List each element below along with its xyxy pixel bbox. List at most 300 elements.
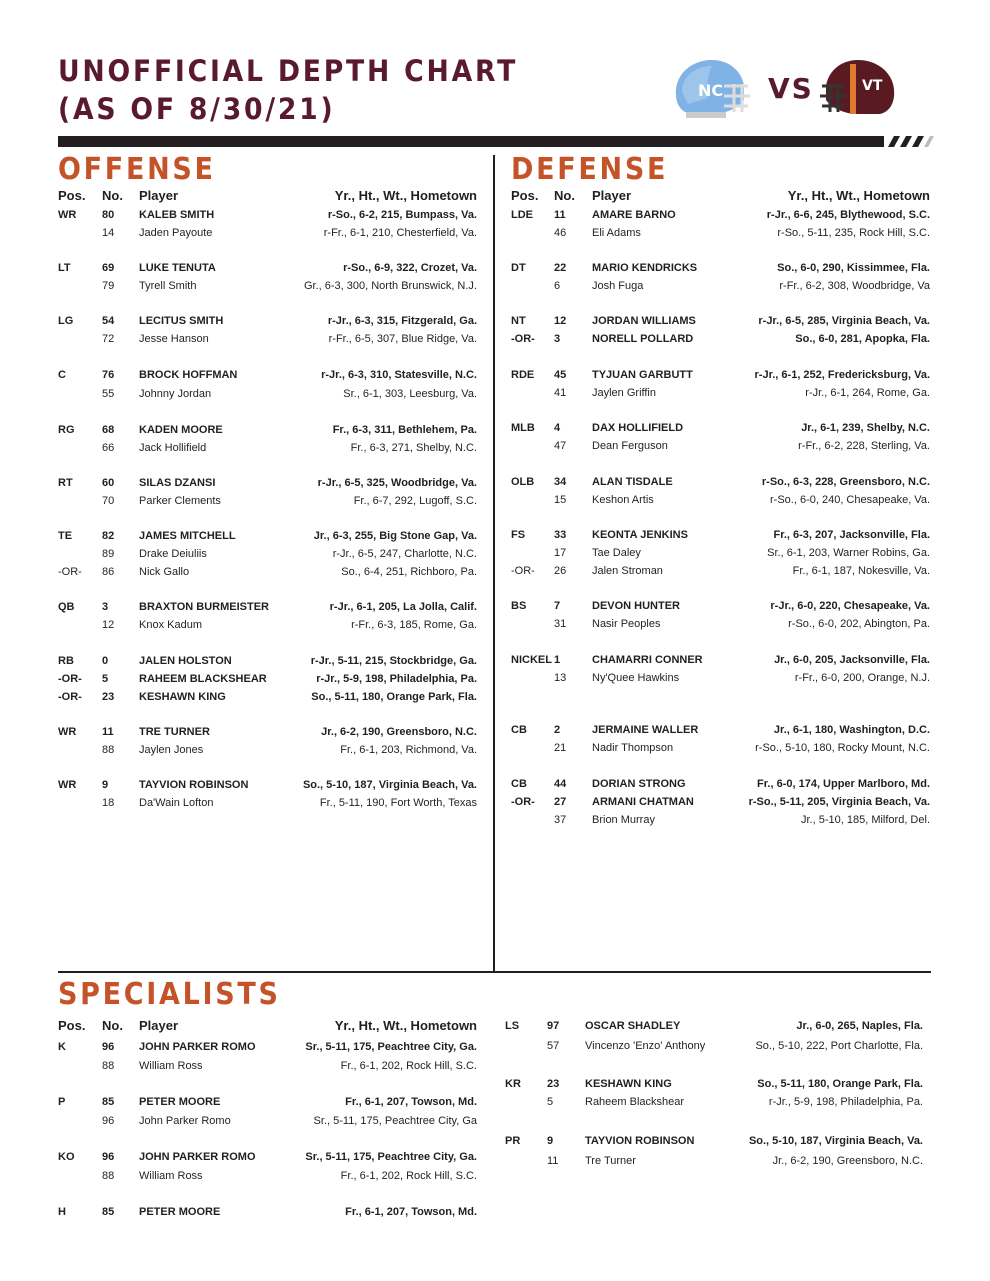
table-row xyxy=(511,597,930,615)
specialists-title: SPECIALISTS xyxy=(58,977,281,1012)
row-player-name: JALEN HOLSTON xyxy=(139,655,232,667)
table-row xyxy=(511,206,930,224)
row-player-info: So., 5-10, 187, Virginia Beach, Va. xyxy=(302,779,477,791)
row-position: FS xyxy=(511,529,526,541)
row-position: RDE xyxy=(511,369,535,381)
table-row xyxy=(505,1152,923,1170)
row-number: 21 xyxy=(554,742,567,754)
row-number: 66 xyxy=(102,442,115,454)
row-player-info: r-So., 6-0, 240, Chesapeake, Va. xyxy=(770,494,930,506)
row-position: KR xyxy=(505,1078,521,1090)
row-position: CB xyxy=(511,778,527,790)
row-position: NICKEL xyxy=(511,654,552,666)
table-row xyxy=(58,421,477,439)
row-player-info: Sr., 6-1, 303, Leesburg, Va. xyxy=(343,388,477,400)
row-player-name: RAHEEM BLACKSHEAR xyxy=(139,673,267,685)
row-player-info: r-Fr., 6-2, 228, Sterling, Va. xyxy=(798,440,930,452)
row-number: 89 xyxy=(102,548,115,560)
table-row xyxy=(511,491,930,509)
row-player-info: Fr., 6-0, 174, Upper Marlboro, Md. xyxy=(757,778,930,790)
row-number: 88 xyxy=(102,1170,115,1182)
row-position: -OR- xyxy=(511,796,535,808)
table-row xyxy=(511,259,930,277)
row-player-name: LUKE TENUTA xyxy=(139,262,216,274)
row-player-name: Eli Adams xyxy=(592,227,641,239)
vt-helmet-icon xyxy=(820,56,902,122)
table-row xyxy=(505,1075,923,1093)
table-row xyxy=(58,616,477,634)
row-player-info: Fr., 6-1, 207, Towson, Md. xyxy=(345,1206,477,1218)
row-player-name: Raheem Blackshear xyxy=(585,1096,685,1108)
header-pos: Pos. xyxy=(58,1018,86,1033)
header-info: Yr., Ht., Wt., Hometown xyxy=(334,1018,477,1033)
row-number: 3 xyxy=(102,601,109,613)
table-row xyxy=(505,1037,923,1055)
row-number: 13 xyxy=(554,672,567,684)
row-number: 6 xyxy=(554,280,561,292)
row-player-name: DEVON HUNTER xyxy=(592,600,681,612)
row-player-name: Tre Turner xyxy=(585,1155,636,1167)
row-position: LS xyxy=(505,1020,520,1032)
row-player-info: Jr., 6-2, 190, Greensboro, N.C. xyxy=(772,1155,923,1167)
row-player-info: r-Jr., 6-6, 245, Blythewood, S.C. xyxy=(766,209,930,221)
row-player-name: JOHN PARKER ROMO xyxy=(139,1151,256,1163)
row-player-info: r-Fr., 6-1, 210, Chesterfield, Va. xyxy=(323,227,477,239)
table-header xyxy=(511,187,930,205)
row-player-name: Knox Kadum xyxy=(139,619,202,631)
row-position: WR xyxy=(58,726,77,738)
row-number: 45 xyxy=(554,369,567,381)
table-header xyxy=(58,187,477,205)
row-player-name: Dean Ferguson xyxy=(592,440,668,452)
row-position: -OR- xyxy=(511,565,535,577)
row-player-info: Jr., 6-1, 180, Washington, D.C. xyxy=(773,724,930,736)
row-player-name: AMARE BARNO xyxy=(592,209,676,221)
row-player-name: JORDAN WILLIAMS xyxy=(592,315,696,327)
table-row xyxy=(58,492,477,510)
row-player-info: r-Jr., 5-9, 198, Philadelphia, Pa. xyxy=(768,1096,923,1108)
row-player-info: Gr., 6-3, 300, North Brunswick, N.J. xyxy=(303,280,477,292)
header-info: Yr., Ht., Wt., Hometown xyxy=(787,188,930,203)
header-stripes xyxy=(884,136,934,147)
row-player-name: BROCK HOFFMAN xyxy=(139,369,238,381)
table-row xyxy=(58,723,477,741)
row-number: 15 xyxy=(554,494,567,506)
section-divider xyxy=(58,971,931,973)
row-number: 23 xyxy=(102,691,115,703)
page-title xyxy=(58,52,518,128)
row-player-info: Fr., 6-1, 187, Nokesville, Va. xyxy=(792,565,930,577)
row-player-name: Jaden Payoute xyxy=(139,227,213,239)
row-position: RT xyxy=(58,477,73,489)
versus-label: VS xyxy=(768,72,814,105)
row-number: 18 xyxy=(102,797,115,809)
row-player-info: Fr., 5-11, 190, Fort Worth, Texas xyxy=(319,797,477,809)
row-player-name: Da'Wain Lofton xyxy=(139,797,214,809)
row-number: 37 xyxy=(554,814,567,826)
row-player-info: So., 6-4, 251, Richboro, Pa. xyxy=(341,566,477,578)
row-player-info: r-Jr., 6-0, 220, Chesapeake, Va. xyxy=(770,600,930,612)
row-number: 17 xyxy=(554,547,567,559)
header-no: No. xyxy=(554,188,575,203)
row-player-name: PETER MOORE xyxy=(139,1096,221,1108)
row-position: TE xyxy=(58,530,73,542)
table-row xyxy=(58,527,477,545)
row-player-name: John Parker Romo xyxy=(139,1115,231,1127)
row-player-name: ALAN TISDALE xyxy=(592,476,673,488)
header-player: Player xyxy=(592,188,632,203)
row-player-name: DORIAN STRONG xyxy=(592,778,686,790)
row-player-info: Jr., 6-0, 205, Jacksonville, Fla. xyxy=(774,654,930,666)
header-no: No. xyxy=(102,188,123,203)
row-player-info: r-So., 6-9, 322, Crozet, Va. xyxy=(343,262,477,274)
row-player-name: Tyrell Smith xyxy=(139,280,197,292)
row-player-name: TAYVION ROBINSON xyxy=(585,1135,695,1147)
table-row xyxy=(58,1167,477,1185)
table-row xyxy=(511,544,930,562)
row-player-name: KADEN MOORE xyxy=(139,424,223,436)
row-position: OLB xyxy=(511,476,535,488)
row-player-info: r-Jr., 6-5, 325, Woodbridge, Va. xyxy=(317,477,477,489)
row-player-info: Fr., 6-3, 271, Shelby, N.C. xyxy=(350,442,477,454)
row-player-name: William Ross xyxy=(139,1060,203,1072)
table-row xyxy=(58,741,477,759)
row-position: PR xyxy=(505,1135,521,1147)
row-number: 47 xyxy=(554,440,567,452)
svg-text:VT: VT xyxy=(862,78,883,94)
offense-title: OFFENSE xyxy=(58,152,216,187)
table-row xyxy=(511,669,930,687)
row-number: 97 xyxy=(547,1020,560,1032)
row-player-name: TRE TURNER xyxy=(139,726,210,738)
table-row xyxy=(511,366,930,384)
row-player-info: r-Fr., 6-2, 308, Woodbridge, Va xyxy=(779,280,930,292)
row-number: 70 xyxy=(102,495,115,507)
title-line-2: (AS OF 8/30/21) xyxy=(58,92,336,126)
row-position: -OR- xyxy=(58,673,82,685)
row-player-name: LECITUS SMITH xyxy=(139,315,224,327)
table-row xyxy=(58,688,477,706)
row-player-name: Nasir Peoples xyxy=(592,618,661,630)
row-player-info: r-So., 5-11, 205, Virginia Beach, Va. xyxy=(748,796,930,808)
row-position: H xyxy=(58,1206,66,1218)
row-position: LDE xyxy=(511,209,533,221)
row-player-name: Brion Murray xyxy=(592,814,655,826)
row-number: 85 xyxy=(102,1206,115,1218)
row-position: RB xyxy=(58,655,74,667)
row-position: CB xyxy=(511,724,527,736)
row-number: 46 xyxy=(554,227,567,239)
row-number: 5 xyxy=(547,1096,554,1108)
svg-text:NC: NC xyxy=(698,81,724,100)
table-row xyxy=(58,794,477,812)
table-row xyxy=(58,776,477,794)
row-player-info: Jr., 6-1, 239, Shelby, N.C. xyxy=(801,422,930,434)
row-number: 12 xyxy=(554,315,567,327)
row-player-name: Nick Gallo xyxy=(139,566,190,578)
row-player-info: Sr., 5-11, 175, Peachtree City, Ga. xyxy=(305,1041,477,1053)
row-number: 9 xyxy=(102,779,109,791)
row-player-name: Vincenzo 'Enzo' Anthony xyxy=(585,1040,706,1052)
row-player-info: Jr., 5-10, 185, Milford, Del. xyxy=(801,814,930,826)
table-row xyxy=(58,1093,477,1111)
row-player-info: So., 6-0, 290, Kissimmee, Fla. xyxy=(777,262,930,274)
row-number: 88 xyxy=(102,744,115,756)
unc-helmet-icon xyxy=(668,56,750,122)
row-player-info: Sr., 6-1, 203, Warner Robins, Ga. xyxy=(767,547,930,559)
table-row xyxy=(505,1132,923,1150)
defense-title: DEFENSE xyxy=(511,152,669,187)
row-player-info: r-Fr., 6-3, 185, Rome, Ga. xyxy=(351,619,477,631)
row-number: 57 xyxy=(547,1040,560,1052)
table-row xyxy=(511,526,930,544)
row-player-name: Nadir Thompson xyxy=(592,742,674,754)
row-player-name: BRAXTON BURMEISTER xyxy=(139,601,269,613)
row-player-name: William Ross xyxy=(139,1170,203,1182)
row-player-name: Jesse Hanson xyxy=(139,333,209,345)
table-row xyxy=(58,652,477,670)
table-row xyxy=(505,1017,923,1035)
table-row xyxy=(511,384,930,402)
row-player-info: Jr., 6-3, 255, Big Stone Gap, Va. xyxy=(313,530,477,542)
row-position: RG xyxy=(58,424,75,436)
table-row xyxy=(58,563,477,581)
row-player-info: r-So., 5-11, 235, Rock Hill, S.C. xyxy=(777,227,930,239)
row-player-name: Keshon Artis xyxy=(592,494,654,506)
row-player-name: Josh Fuga xyxy=(592,280,644,292)
row-position: K xyxy=(58,1041,66,1053)
row-player-info: Fr., 6-1, 202, Rock Hill, S.C. xyxy=(340,1060,477,1072)
row-position: -OR- xyxy=(58,566,82,578)
row-number: 96 xyxy=(102,1151,115,1163)
row-position: LT xyxy=(58,262,71,274)
row-player-info: r-Jr., 6-3, 315, Fitzgerald, Ga. xyxy=(327,315,477,327)
row-player-info: So., 5-11, 180, Orange Park, Fla. xyxy=(757,1078,923,1090)
row-number: 2 xyxy=(554,724,561,736)
row-player-info: r-Fr., 6-0, 200, Orange, N.J. xyxy=(794,672,930,684)
row-player-name: Jaylen Jones xyxy=(139,744,204,756)
row-player-info: Jr., 6-2, 190, Greensboro, N.C. xyxy=(321,726,477,738)
row-player-name: Parker Clements xyxy=(139,495,221,507)
row-player-name: KEONTA JENKINS xyxy=(592,529,688,541)
row-number: 88 xyxy=(102,1060,115,1072)
row-player-info: r-Jr., 6-1, 264, Rome, Ga. xyxy=(805,387,930,399)
header-pos: Pos. xyxy=(511,188,539,203)
table-header xyxy=(58,1017,477,1035)
row-player-info: Fr., 6-1, 203, Richmond, Va. xyxy=(340,744,477,756)
row-player-info: r-So., 6-2, 215, Bumpass, Va. xyxy=(327,209,477,221)
row-number: 96 xyxy=(102,1041,115,1053)
header-rule xyxy=(58,136,884,147)
table-row xyxy=(58,598,477,616)
row-number: 82 xyxy=(102,530,115,542)
row-player-name: SILAS DZANSI xyxy=(139,477,216,489)
row-number: 11 xyxy=(547,1155,559,1167)
row-player-name: KESHAWN KING xyxy=(585,1078,672,1090)
table-row xyxy=(58,670,477,688)
row-number: 23 xyxy=(547,1078,560,1090)
header-pos: Pos. xyxy=(58,188,86,203)
row-number: 60 xyxy=(102,477,115,489)
row-position: QB xyxy=(58,601,75,613)
row-position: KO xyxy=(58,1151,75,1163)
row-player-name: OSCAR SHADLEY xyxy=(585,1020,681,1032)
row-number: 85 xyxy=(102,1096,115,1108)
row-number: 3 xyxy=(554,333,561,345)
row-number: 54 xyxy=(102,315,115,327)
row-number: 55 xyxy=(102,388,115,400)
row-number: 11 xyxy=(102,726,114,738)
row-player-name: Johnny Jordan xyxy=(139,388,212,400)
row-player-info: r-Jr., 6-3, 310, Statesville, N.C. xyxy=(321,369,477,381)
row-player-name: Ny'Quee Hawkins xyxy=(592,672,680,684)
row-player-name: Drake Deiuliis xyxy=(139,548,207,560)
row-player-name: JAMES MITCHELL xyxy=(139,530,236,542)
row-position: P xyxy=(58,1096,66,1108)
row-position: -OR- xyxy=(511,333,535,345)
row-player-name: JERMAINE WALLER xyxy=(592,724,699,736)
table-row xyxy=(511,419,930,437)
table-row xyxy=(58,1148,477,1166)
header-player: Player xyxy=(139,1018,179,1033)
header-info: Yr., Ht., Wt., Hometown xyxy=(334,188,477,203)
row-position: BS xyxy=(511,600,527,612)
row-player-name: KESHAWN KING xyxy=(139,691,226,703)
row-player-name: TAYVION ROBINSON xyxy=(139,779,249,791)
row-player-info: Sr., 5-11, 175, Peachtree City, Ga. xyxy=(305,1151,477,1163)
table-row xyxy=(511,330,930,348)
row-position: C xyxy=(58,369,66,381)
row-player-info: Jr., 6-0, 265, Naples, Fla. xyxy=(796,1020,923,1032)
row-player-info: Fr., 6-1, 207, Towson, Md. xyxy=(345,1096,477,1108)
table-row xyxy=(58,366,477,384)
row-player-info: r-Jr., 6-5, 247, Charlotte, N.C. xyxy=(332,548,477,560)
row-player-name: Jack Hollifield xyxy=(139,442,207,454)
header-player: Player xyxy=(139,188,179,203)
row-player-info: r-Jr., 5-9, 198, Philadelphia, Pa. xyxy=(316,673,477,685)
row-player-info: r-Jr., 6-1, 252, Fredericksburg, Va. xyxy=(754,369,930,381)
row-player-info: Fr., 6-1, 202, Rock Hill, S.C. xyxy=(340,1170,477,1182)
row-player-info: r-So., 6-3, 228, Greensboro, N.C. xyxy=(761,476,930,488)
header-no: No. xyxy=(102,1018,123,1033)
table-row xyxy=(511,473,930,491)
table-row xyxy=(511,775,930,793)
row-number: 7 xyxy=(554,600,561,612)
table-row xyxy=(58,474,477,492)
row-number: 14 xyxy=(102,227,115,239)
row-player-name: TYJUAN GARBUTT xyxy=(592,369,693,381)
row-player-info: r-Jr., 6-1, 205, La Jolla, Calif. xyxy=(329,601,477,613)
table-row xyxy=(511,615,930,633)
row-player-name: CHAMARRI CONNER xyxy=(592,654,703,666)
table-row xyxy=(511,277,930,295)
row-number: 41 xyxy=(554,387,567,399)
row-number: 31 xyxy=(554,618,567,630)
table-row xyxy=(511,562,930,580)
table-row xyxy=(505,1093,923,1111)
row-number: 69 xyxy=(102,262,115,274)
table-row xyxy=(58,206,477,224)
row-number: 1 xyxy=(554,654,561,666)
row-player-info: Fr., 6-3, 207, Jacksonville, Fla. xyxy=(773,529,930,541)
row-player-info: Sr., 5-11, 175, Peachtree City, Ga xyxy=(313,1115,477,1127)
row-number: 33 xyxy=(554,529,567,541)
row-number: 0 xyxy=(102,655,109,667)
row-position: MLB xyxy=(511,422,535,434)
row-position: WR xyxy=(58,209,77,221)
row-number: 79 xyxy=(102,280,115,292)
row-player-info: r-Fr., 6-5, 307, Blue Ridge, Va. xyxy=(328,333,477,345)
title-line-1: UNOFFICIAL DEPTH CHART xyxy=(58,54,519,88)
row-position: NT xyxy=(511,315,526,327)
row-player-info: r-Jr., 5-11, 215, Stockbridge, Ga. xyxy=(310,655,477,667)
row-player-name: MARIO KENDRICKS xyxy=(592,262,698,274)
row-number: 68 xyxy=(102,424,115,436)
row-player-info: r-So., 5-10, 180, Rocky Mount, N.C. xyxy=(755,742,930,754)
table-row xyxy=(58,385,477,403)
row-number: 4 xyxy=(554,422,561,434)
row-player-info: r-So., 6-0, 202, Abington, Pa. xyxy=(788,618,930,630)
table-row xyxy=(511,739,930,757)
table-row xyxy=(511,437,930,455)
row-player-info: So., 6-0, 281, Apopka, Fla. xyxy=(795,333,930,345)
table-row xyxy=(511,721,930,739)
table-row xyxy=(58,1203,477,1221)
table-row xyxy=(58,277,477,295)
row-player-name: Tae Daley xyxy=(592,547,641,559)
row-number: 27 xyxy=(554,796,567,808)
row-number: 26 xyxy=(554,565,567,577)
table-row xyxy=(511,793,930,811)
row-number: 96 xyxy=(102,1115,115,1127)
table-row xyxy=(58,1038,477,1056)
table-row xyxy=(58,439,477,457)
table-row xyxy=(58,224,477,242)
row-player-info: So., 5-10, 222, Port Charlotte, Fla. xyxy=(755,1040,923,1052)
table-row xyxy=(511,651,930,669)
row-number: 80 xyxy=(102,209,115,221)
row-player-name: KALEB SMITH xyxy=(139,209,215,221)
row-number: 11 xyxy=(554,209,566,221)
row-position: -OR- xyxy=(58,691,82,703)
row-player-info: So., 5-10, 187, Virginia Beach, Va. xyxy=(748,1135,923,1147)
table-row xyxy=(58,1057,477,1075)
column-divider xyxy=(493,155,495,973)
table-row xyxy=(58,259,477,277)
row-number: 86 xyxy=(102,566,115,578)
table-row xyxy=(58,330,477,348)
row-player-name: DAX HOLLIFIELD xyxy=(592,422,684,434)
table-row xyxy=(511,224,930,242)
row-number: 76 xyxy=(102,369,115,381)
row-player-info: r-Jr., 6-5, 285, Virginia Beach, Va. xyxy=(758,315,930,327)
table-row xyxy=(511,811,930,829)
row-number: 9 xyxy=(547,1135,554,1147)
row-player-name: PETER MOORE xyxy=(139,1206,221,1218)
table-row xyxy=(58,1112,477,1130)
row-number: 34 xyxy=(554,476,567,488)
table-row xyxy=(511,312,930,330)
table-row xyxy=(58,545,477,563)
row-position: LG xyxy=(58,315,74,327)
row-number: 72 xyxy=(102,333,115,345)
row-player-name: NORELL POLLARD xyxy=(592,333,694,345)
row-number: 44 xyxy=(554,778,567,790)
row-player-info: Fr., 6-3, 311, Bethlehem, Pa. xyxy=(332,424,477,436)
row-number: 5 xyxy=(102,673,109,685)
row-number: 22 xyxy=(554,262,567,274)
row-player-name: Jalen Stroman xyxy=(592,565,663,577)
